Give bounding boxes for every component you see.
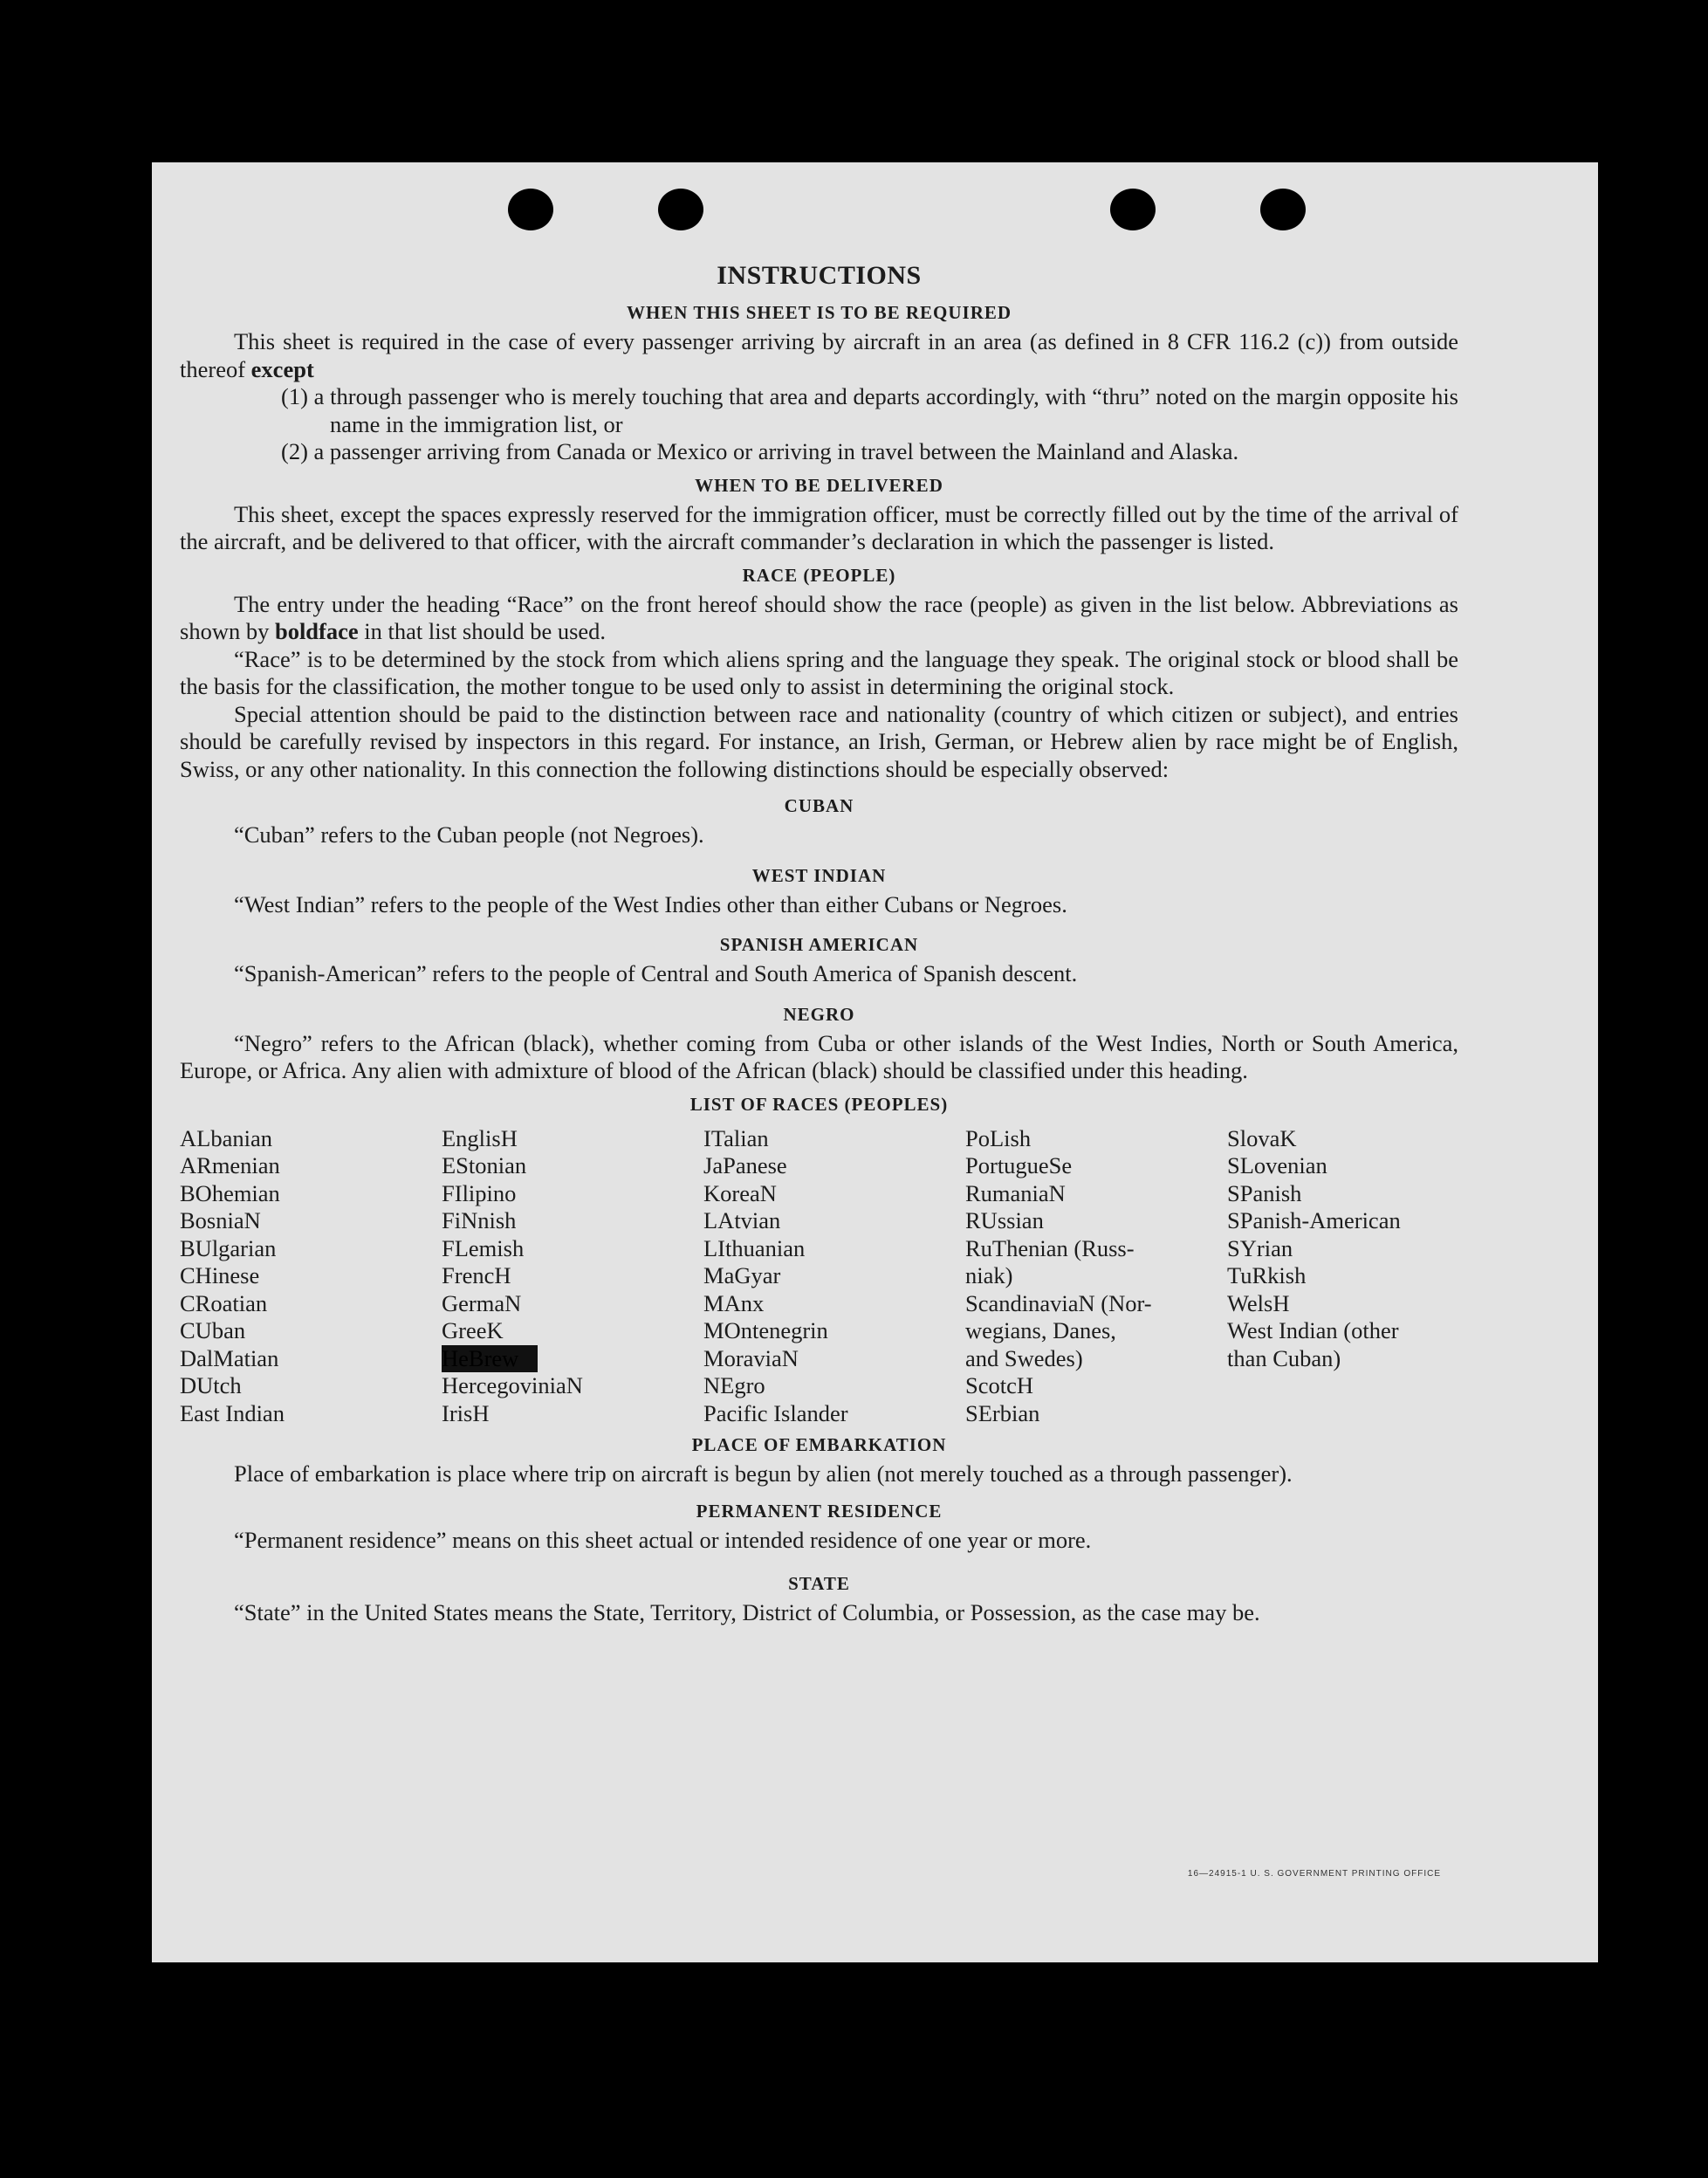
race-entry: RUssian — [965, 1207, 1044, 1233]
race-entry: EStonian — [442, 1152, 527, 1178]
race-entry: West Indian (other than Cuban) — [1227, 1317, 1399, 1371]
race-entry: MaGyar — [703, 1262, 781, 1288]
race-entry: ALbanian — [180, 1124, 272, 1151]
page-title: INSTRUCTIONS — [717, 261, 922, 290]
heading-spanish-american: SPANISH AMERICAN — [719, 934, 919, 955]
required-intro: This sheet is required in the case of every passenger arriving by aircraft in an area (as defined in 8 CFR 116.2 (c)) from outside thereof except — [180, 328, 1458, 382]
required-item-1: (1) a through passenger who is merely touching that area and departs accordingly, with “thru” noted on the margin opposite his name in the immigration list, or — [281, 383, 1458, 437]
residence-text: “Permanent residence” means on this sheet actual or intended residence of one year or more. — [234, 1526, 1092, 1553]
race-entry: ARmenian — [180, 1152, 280, 1178]
printing-office-footer: 16—24915-1 U. S. GOVERNMENT PRINTING OFFICE — [1187, 1869, 1441, 1879]
punch-hole — [1260, 189, 1306, 230]
race-entry: EnglisH — [442, 1124, 518, 1151]
delivered-text: This sheet, except the spaces expressly reserved for the immigration officer, must be correctly filled out by the time of the arrival of the aircraft, and be delivered to that officer, with the aircraft commander’s declaration in which the passenger is listed. — [180, 500, 1458, 554]
punch-hole — [1110, 189, 1156, 230]
race-entry: MoraviaN — [703, 1344, 799, 1371]
heading-list-of-races: LIST OF RACES (PEOPLES) — [689, 1093, 949, 1115]
race-entry: WelsH — [1227, 1289, 1290, 1316]
race-entry: SLovenian — [1227, 1152, 1327, 1178]
race-entry: PoLish — [965, 1124, 1032, 1151]
races-column-3 — [703, 1125, 965, 1428]
race-entry: ScandinaviaN (Nor- wegians, Danes, and Swedes) — [965, 1289, 1152, 1371]
race-entry: NEgro — [703, 1372, 765, 1398]
race-entry-redacted: HeBrew — [442, 1345, 538, 1373]
race-entry: ScotcH — [965, 1372, 1034, 1398]
race-entry: CHinese — [180, 1262, 260, 1288]
heading-permanent-residence: PERMANENT RESIDENCE — [696, 1500, 943, 1522]
race-entry: SlovaK — [1227, 1124, 1297, 1151]
required-item-2: (2) a passenger arriving from Canada or Mexico or arriving in travel between the Mainland and Alaska. — [281, 438, 1239, 464]
race-entry: HercegoviniaN — [442, 1372, 583, 1398]
race-entry: PortugueSe — [965, 1152, 1073, 1178]
race-entry: SPanish-American — [1227, 1207, 1401, 1233]
heading-west-indian: WEST INDIAN — [751, 864, 887, 886]
race-entry: SErbian — [965, 1399, 1040, 1426]
heading-place-of-embarkation: PLACE OF EMBARKATION — [691, 1434, 947, 1455]
races-column-5 — [1227, 1125, 1458, 1428]
race-entry: ITalian — [703, 1124, 769, 1151]
race-entry: BosniaN — [180, 1207, 261, 1233]
race-entry: East Indian — [180, 1399, 285, 1426]
instructions-content — [180, 258, 1458, 1627]
race-entry: FIlipino — [442, 1179, 517, 1206]
race-entry: SYrian — [1227, 1234, 1293, 1261]
heading-when-required: WHEN THIS SHEET IS TO BE REQUIRED — [626, 302, 1012, 323]
race-entry: JaPanese — [703, 1152, 787, 1178]
races-column-4 — [965, 1125, 1227, 1428]
race-entry: LIthuanian — [703, 1234, 806, 1261]
heading-when-delivered: WHEN TO BE DELIVERED — [695, 474, 943, 496]
race-entry: DalMatian — [180, 1344, 279, 1371]
race-paragraph-2: “Race” is to be determined by the stock from which aliens spring and the language they speak. The original stock or blood shall be the basis for the classification, the mother tongue to be used only to assist in determining the original stock. — [180, 645, 1458, 699]
race-entry: BOhemian — [180, 1179, 280, 1206]
race-entry: GermaN — [442, 1289, 522, 1316]
punch-hole — [508, 189, 553, 230]
race-entry: KoreaN — [703, 1179, 777, 1206]
races-column-1 — [180, 1125, 442, 1428]
spanish-american-text: “Spanish-American” refers to the people of Central and South America of Spanish descent. — [234, 960, 1078, 986]
race-entry: CUban — [180, 1317, 246, 1343]
heading-cuban: CUBAN — [784, 795, 854, 816]
race-entry: FrencH — [442, 1262, 511, 1288]
race-entry: IrisH — [442, 1399, 490, 1426]
race-entry: CRoatian — [180, 1289, 268, 1316]
heading-negro: NEGRO — [783, 1003, 855, 1025]
race-entry: DUtch — [180, 1372, 242, 1398]
cuban-text: “Cuban” refers to the Cuban people (not Negroes). — [234, 821, 704, 848]
race-paragraph-3: Special attention should be paid to the distinction between race and nationality (country of which citizen or subject), and entries should be carefully revised by inspectors in this regard. For instance, an Irish, German, or Hebrew alien by race might be of English, Swiss, or any other nationality. In this connection the following distinctions should be especially observed: — [180, 700, 1458, 782]
instruction-sheet — [152, 162, 1598, 1962]
negro-text: “Negro” refers to the African (black), whether coming from Cuba or other islands of the West Indies, North or South America, Europe, or Africa. Any alien with admixture of blood of the African (black) should be classified under this heading. — [180, 1029, 1458, 1083]
races-column-2 — [442, 1125, 703, 1428]
race-entry: BUlgarian — [180, 1234, 277, 1261]
race-entry: TuRkish — [1227, 1262, 1307, 1288]
embarkation-text: Place of embarkation is place where trip on aircraft is begun by alien (not merely touched as a through passenger). — [234, 1460, 1293, 1487]
race-entry: RumaniaN — [965, 1179, 1066, 1206]
races-list — [180, 1125, 1458, 1428]
race-entry: FiNnish — [442, 1207, 517, 1233]
race-entry: MAnx — [703, 1289, 765, 1316]
race-entry: RuThenian (Russ- niak) — [965, 1234, 1135, 1288]
west-indian-text: “West Indian” refers to the people of the West Indies other than either Cubans or Negroes. — [234, 890, 1067, 917]
punch-hole — [658, 189, 703, 230]
race-entry: Pacific Islander — [703, 1399, 848, 1426]
heading-state: STATE — [788, 1573, 850, 1594]
race-paragraph-1: The entry under the heading “Race” on the front hereof should show the race (people) as given in the list below. Abbreviations as shown by boldface in that list should be used. — [180, 590, 1458, 644]
heading-race: RACE (PEOPLE) — [742, 564, 896, 586]
race-entry: FLemish — [442, 1234, 525, 1261]
race-entry: LAtvian — [703, 1207, 781, 1233]
state-text: “State” in the United States means the State, Territory, District of Columbia, or Possession, as the case may be. — [234, 1599, 1260, 1625]
race-entry: GreeK — [442, 1317, 504, 1343]
race-entry: MOntenegrin — [703, 1317, 828, 1343]
race-entry: SPanish — [1227, 1179, 1302, 1206]
